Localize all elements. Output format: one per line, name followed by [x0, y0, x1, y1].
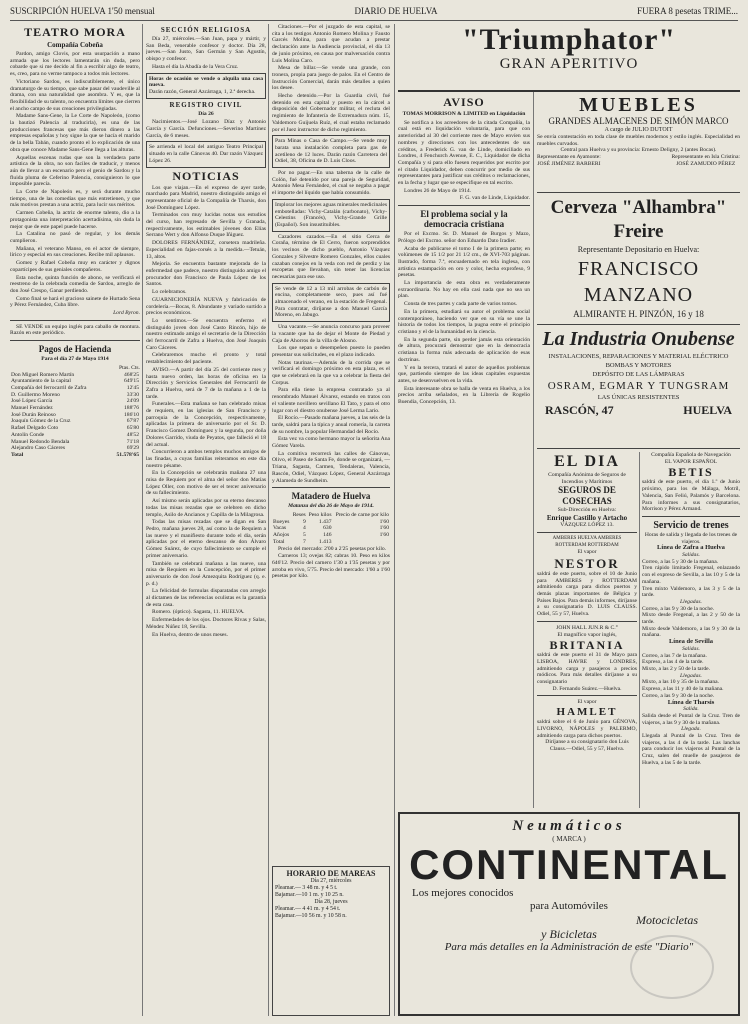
industria-line: OSRAM, EGMAR Y TUNGSRAM: [547, 380, 730, 392]
carbon-box: [272, 283, 390, 323]
paragraph: Funerales.—Esta mañana se han celebrado misas de requiem, en las iglesias de San Francisco y parroquia de la Concepción, respectivamente, aplicadas la primera de aniversario por el Sr. D. Francisco Gomez Domínguez y la segunda, por doña Dolores Garrido, viuda de Peyatos, que falleció el 18 del actual.: [146, 401, 266, 448]
signature: Lord Byron.: [113, 310, 140, 317]
payee: Rafael Delgado Coto: [11, 425, 59, 432]
col-header: Peso kilos: [308, 512, 332, 518]
payee: Antolín Conde: [11, 431, 45, 438]
table-row: [10, 405, 140, 412]
eldia-line: VÁZQUEZ LÓPEZ 13.: [560, 522, 614, 529]
eldia-line: Compañía Anónima de Seguros de Incendios y Marítimos: [548, 472, 626, 485]
amount: 69'29: [126, 445, 139, 452]
column-rule: [639, 452, 640, 808]
trenes-label: Salidas.: [682, 645, 700, 652]
amount: 188'76: [124, 405, 139, 412]
industria-line: INSTALACIONES, REPARACIONES Y MATERIAL ELÉCTRICO: [548, 353, 729, 360]
column-rule: [394, 24, 395, 1016]
hamlet-title: HAMLET: [556, 706, 618, 719]
shipping-column: [537, 452, 637, 808]
carbon-text: Se vende de 12 a 13 mil arrobas de carbón de encina, completamente seco, pues así fué almacenado el verano, en la estación de Fregenal. Para contratar, diríjanse a don Manuel García Moreno, en Jabugo.: [275, 285, 387, 319]
classified-note: SE VENDE un equipo inglés para caballo de montura. Razón en este periódico.: [10, 323, 140, 337]
problema-title: El problema social y la democracia cristiana: [420, 209, 508, 230]
amount: 71'18: [126, 438, 139, 445]
hacienda-title: Pagos de Hacienda: [38, 344, 112, 355]
muebles-line: Central para Huelva y su provincia: Ernesto Deligny, 2 (antes Bocas).: [560, 147, 717, 154]
table-header-row: [272, 512, 390, 519]
ink-stamp-mark: [630, 935, 714, 999]
industria-line: BOMBAS Y MOTORES: [605, 362, 672, 369]
neumaticos-line: y Bicicletas: [541, 927, 597, 941]
cerveza-ad: [537, 196, 740, 325]
paragraph: Gomez y Rafael Cobeña muy en carácter y dignos copartícipes de sus geniales compañeros.: [10, 260, 140, 273]
neumaticos-line: Motocicletas: [636, 913, 698, 927]
eldia-title: EL DIA: [554, 453, 620, 470]
nestor-text: saldrá de este puerto, sobre el 10 de Junio para AMBERES y ROTTERDAM admitiendo carga para dichos puertos y demás plazas importantes de Bélgica y Países Bajos. Para demás informes, diríjanse a su consignatario D. LUIS CLAUSS. Odiel, 55 y 57, Huelva.: [537, 570, 637, 618]
count: 4: [302, 525, 306, 532]
trenes-line-name: Línea de Tharsis: [667, 698, 715, 706]
paragraph: Una vacante.—Se anuncia concurso para proveer la vacante que ha de dejar el Monte de Piedad y Caja de Ahorros de la villa de Alosno.: [272, 324, 390, 344]
payee: Compañía del ferrocarril de Zafra: [11, 384, 87, 391]
paragraph: Londres 26 de Mayo de 1914.: [404, 187, 472, 194]
industria-title: La Industria Onubense: [542, 328, 735, 350]
paragraph: Carneros 13; ovejas 82; cabras 10. Peso en kilos 646'12. Precio del carnero 1'30 a 1'35 pesetas y por arroba en vivo, 5'75. Precio del mercado: 1'60 a 1'60 pesetas por kilo.: [272, 553, 390, 580]
paragraph: Romero. (óptico). Sagasta, 11. HUELVA.: [152, 609, 245, 616]
divider: [398, 205, 530, 206]
table-row: [10, 398, 140, 405]
paragraph: Como final se hará el gracioso sainete de Hurtado Sena y Pérez Fernández, Cuba libre.: [10, 295, 140, 309]
paragraph: Nacimientos.—José Lozano Díaz y Antonio García y García. Defunciones.—Severino Martínez García, de 6 meses.: [146, 119, 266, 139]
total-count: 7: [302, 538, 306, 545]
alquiler-text: Darán razón, General Azcárraga, 1, 2.ª derecha.: [149, 88, 256, 95]
seccion-title: SECCIÓN RELIGIOSA: [160, 26, 252, 34]
paragraph: La importancia de esta obra es verdaderamente extraordinaria. No hay en ella casi nada que no sea un plan.: [398, 280, 530, 300]
muebles-line: GRANDES ALMACENES DE SIMÓN MARCO: [548, 116, 729, 126]
paragraph: Enfermedades de los ojos. Doctores Rivas y Salas, Méndez Núñez 18, Sevilla.: [146, 617, 266, 630]
mareas-title: HORARIO DE MAREAS: [286, 869, 376, 878]
trenes-entry: Expreso, a las 4 de la tarde.: [642, 659, 704, 666]
paragraph: Todas las misas rezadas que se digan en San Pedro, mañana jueves 28, así como la de Requiem a las nueve y el manifiesto durante todo el día, serán aplicadas por el eterno descanso de don Álvaro Gómez Suárez, de cuyo fallecimiento se cumple el primer aniversario.: [146, 519, 266, 559]
paragraph: Mejoría. Se encuentra bastante mejorada de la enfermedad que padece, nuestro distinguido amigo el procurador don Francisco de Paula López de los Santos.: [146, 261, 266, 288]
table-row: [10, 385, 140, 392]
rep-name: JOSÉ JIMÉNEZ BARBERI: [537, 160, 601, 167]
total-label: Total: [273, 538, 285, 545]
hacienda-table: [10, 372, 140, 459]
page-header: [10, 6, 738, 21]
rep-label: Representante en Ayamonte:: [537, 154, 601, 161]
divider: [537, 532, 637, 533]
count: 5: [302, 532, 306, 539]
paragraph: Mesa de billar.—Se vende una grande, con tronera, propia para juego de palos. En el Centro de Instrucción Comercial, darán más detalles a quien los desee.: [272, 65, 390, 92]
paragraph: Carmen Cobeña, la actriz de enorme talento, dio a la protagonista una interpretación acertadísima, sin duda la mejor que de este papel puede hacerse.: [10, 210, 140, 230]
industria-ad: [537, 326, 740, 449]
triumphator-title: "Triumphator": [461, 24, 677, 56]
header-price: FUERA 8 pesetas TRIME...: [637, 6, 738, 16]
paragraph: Consta de tres partes y cada parte de varios tomos.: [404, 301, 518, 308]
cerveza-title: Cerveza "Alhambra" Freire: [550, 197, 727, 242]
aguas-box: [272, 199, 390, 232]
betis-title: BETIS: [668, 465, 714, 480]
neumaticos-line: para Automóviles: [530, 900, 608, 912]
cerveza-address: ALMIRANTE H. PINZÓN, 16 y 18: [573, 309, 704, 319]
aguas-text: Implorar los mejores aguas minerales medicinales embotelladas: Vichy-Catalán (carbonato), Vichy-Celestins (Francés), Vichy-Grande Grille (Español). Son insustituibles.: [275, 201, 387, 228]
mareas-box: [272, 866, 390, 1016]
trenes-label: Salidas.: [682, 552, 700, 559]
trenes-entry: Mixto, a las 10 y 35 de la mañana.: [642, 679, 720, 686]
triumphator-ad: [398, 24, 740, 92]
total-amount: 51.578'65: [116, 451, 139, 458]
industria-city: HUELVA: [683, 403, 732, 417]
kind: Bueyes: [273, 518, 290, 525]
matadero-table: [272, 512, 390, 546]
paragraph: DOLORES FERNÁNDEZ, corsetera madrileña. Especialidad en fajas-corsés a la medida.—Tetuán, 13, altos.: [146, 240, 266, 260]
industria-line: LAS ÚNICAS RESISTENTES: [597, 394, 680, 401]
kind: Vacas: [273, 525, 287, 532]
amount: 186'10: [124, 411, 139, 418]
trenes-entry: Correo, a las 5 y 30 de la mañana.: [642, 558, 719, 565]
aviso-title: AVISO: [443, 95, 485, 109]
trenes-entry: Mixto, a las 2 y 50 de la tarde.: [642, 665, 711, 672]
paragraph: Precio del mercado: 2'00 a 2'25 pesetas por kilo.: [278, 545, 387, 552]
divider: [272, 487, 390, 488]
payee: José Durán Reinoso: [11, 411, 56, 418]
hamlet-sub: El vapor: [577, 699, 597, 706]
paragraph: Pardon, amigo Clovis, por esta usurpación a mano armada que los lectores lamentarán sin duda, pero cobarde que si me decido al fin a escribir algo de teatro, es, creo, para no verme tampoco a todos mis lectores.: [10, 51, 140, 78]
amount: 468'25: [124, 371, 139, 378]
divider: [537, 695, 637, 696]
trenes-column: [642, 452, 740, 808]
teatro-subtitle: Compañía Cobeña: [47, 41, 103, 49]
table-row-total: [10, 452, 140, 459]
matadero-subtitle: Matanza del día 26 de Mayo de 1914.: [288, 503, 374, 510]
table-row: [272, 525, 390, 532]
alquiler-box: [146, 73, 266, 99]
trenes-label: Llegada.: [681, 726, 701, 733]
paragraph: Se notifica a los acreedores de la citada Compañía, la cual está en liquidación voluntaria, para que con anterioridad al 30 del corriente mes de Mayo envíen sus nombres y direcciones con los antecedentes de sus créditos, a Frederick G. van de Linde, domiciliado en Londres, 4 Fenchurch Avenue, E. C., Liquidador de dicha Compañía y si para ello fuesen requeridos por escrito por el citado Liquidador, deben concurrir por medio de sus representantes para justificar sus créditos o reclamaciones, en la fecha y lugar que se especifique en tal escrito.: [398, 119, 530, 187]
arrienda-box: [146, 141, 266, 167]
triumphator-subtitle: GRAN APERITIVO: [499, 56, 639, 72]
paragraph: También se celebrará mañana a las nueve, una misa de Requiem en la Concepción, por el primer aniversario de don José Amezquita Rodríguez (q. e. p. d.): [146, 560, 266, 587]
amount: 67'87: [126, 418, 139, 425]
trenes-note: Horas de salida y llegada de los trenes de viajeros.: [644, 531, 738, 545]
table-row: [10, 445, 140, 452]
britania-text: saldrá de este puerto el 31 de Mayo para LISBOA, HAVRE y LONDRES, admitiendo carga y pasajeros a precios módicos. Para más detalles diríjanse a su consignatario: [537, 652, 637, 686]
teatro-title: TEATRO MORA: [24, 25, 126, 39]
britania-title: BRITANIA: [549, 638, 625, 653]
betis-line: EL VAPOR ESPAÑOL: [664, 458, 718, 465]
divider: [10, 340, 140, 341]
eldia-line: Enrique Castillo y Artacho: [546, 514, 628, 523]
trenes-entry: Expreso, a las 11 y 40 de la mañana.: [642, 686, 724, 693]
table-row: [10, 378, 140, 385]
mareas-line: Bajamar.—10 1 m. y 10 25 n.: [275, 892, 344, 898]
total-label: Total: [11, 451, 24, 458]
trenes-entry: Correo, a las 9 y 30 de la noche.: [642, 692, 715, 699]
count: 9: [302, 518, 306, 525]
paragraph: Terminados con muy lucidas notas sus estudios del curso, han regresado de Sevilla y Granada, respectivamente, los estimables jóvenes don Elías Serrano Wert y don Alfonso Duque Iñiguez.: [146, 212, 266, 239]
amount: 65'80: [126, 425, 139, 432]
paragraph: Lo sentimos.—Se encuentra enfermo el distinguido joven don José Casto Rincón, hijo de nuestro estimado amigo el secretario de la Dirección del ferrocarril de Zafra a Huelva, don José Joaquín Caro Cáceres.: [146, 317, 266, 351]
column-avisos: [272, 24, 390, 862]
paragraph: Así mismo serán aplicadas por su eterno descanso todas las misas rezadas que se celebren en dicho templo, Asilo de Ancianos y Capilla de la Milagrosa.: [146, 498, 266, 518]
paragraph: AVISO.—A partir del día 25 del corriente mes y hasta nuevo orden, las horas de oficina en la Dirección y Servicios Generales del Ferrocarril de Zafra a Huelva, será de 7 de la mañana a 1 de la tarde.: [146, 366, 266, 400]
paragraph: Los que viajan.—En el expreso de ayer tarde, marchado para Madrid, nuestro distinguido amigo el representante oficial de la Compañía de Tharsis, don José Domínguez López.: [146, 184, 266, 211]
paragraph: Y en la tercera, tratará el autor de aquellos problemas que, partiendo siempre de las ideas capitales expuestas antes, se desenvuelven en la vida.: [398, 364, 530, 384]
trenes-label: Salida.: [683, 706, 699, 713]
neumaticos-line: Los mejores conocidos: [412, 887, 514, 899]
table-row: [10, 412, 140, 419]
betis-line: Compañía Española de Navegación: [651, 452, 731, 458]
paragraph: Celebraremos mucho el pronto y total restablecimiento del paciente.: [146, 352, 266, 366]
minas-text: Para Minas o Casa de Campo.—Se vende muy barata una instalación completa para gas de acetileno de 12 luces. Darán razón Carretera del Odiel, 38, Oficina de D. Luis Cloos.: [275, 138, 387, 165]
mareas-line: Pleamar.— 4 41 m. y 4 54 t.: [275, 906, 341, 912]
payee: Manuel Redondo Bendala: [11, 438, 70, 445]
paragraph: Lo celebramos.: [152, 289, 187, 296]
paragraph: Los que sepan o desempeñen puesto lo pueden presentar sus solicitudes, en el plazo indicado.: [272, 345, 390, 358]
trenes-entry: Llegada al Puntal de la Cruz. Tren de viajeros, a las 4 de la tarde. Las lanchas para conducir los viajeros al Puntal de la Cruz, salen del muelle de pasajeros de Huelva, a las 5 de la tarde.: [642, 733, 740, 766]
table-row: [10, 432, 140, 439]
nestor-top: AMBERES HUELVA AMBERES ROTTERDAM ROTTERDAM: [552, 535, 622, 548]
divider: [537, 621, 637, 622]
mareas-line: Pleamar.— 3 48 m. y 4 5 t.: [275, 885, 338, 891]
betis-text: saldrá de este puerto, el día 1.º de Junio próximo, para los de Málaga, Motril, Valencia, San Feliú, Palamós y Barcelona. Para informes a sus consignatarios, Morrison y Pérez Armand.: [642, 479, 740, 513]
paragraph: Esta vez va como hermano mayor la señorita Ana Gómez Varela.: [272, 436, 390, 450]
price: 1'60: [379, 532, 389, 539]
paragraph: Esta interesante obra se halla de venta en Huelva, a los precios arriba señalados, en la Librería de Rogelio Buendía, Concepción, 13.: [398, 385, 530, 406]
col-header: Precio de carne por kilo: [335, 512, 389, 518]
paragraph: Hasta el día la Abadía de la Vera Cruz.: [152, 63, 239, 70]
column-rule: [533, 92, 534, 808]
aviso-signature: F. G. van de Linde, Liquidador.: [459, 195, 530, 202]
paragraph: El Rocío.—Pasado mañana jueves, a las seis de la tarde, saldrá para la típica y anual romería, la carreta de su nombre, la popular Hermandad del Rocío.: [272, 415, 390, 435]
neumaticos-line: Para más detalles en la Administración de este "Diario": [444, 941, 694, 953]
aviso-company: TOMAS MORRISON & LIMITED en Liquidación: [402, 111, 526, 117]
trenes-entry: Salida desde el Puntal de la Cruz. Tren de viajeros, a las 9 y 30 de la mañana.: [642, 712, 740, 726]
cerveza-line: Representante Depositario en Huelva:: [577, 245, 700, 254]
paragraph: Para ella tiene la empresa contratado ya al renombrado Manuel Álvarez, estando en tratos con el valiente novillero sevillano El Tato, y para el otro lugar con el diestro onubense José Lerma Lario.: [272, 387, 390, 414]
paragraph: La felicidad de formulas disparatadas con arreglo al dictamen de las referencias oculistas es la garantía de esta casa.: [146, 588, 266, 608]
britania-sub: El magnífico vapor inglés,: [557, 631, 617, 638]
column-rule: [142, 24, 143, 1016]
muebles-line: A cargo de JULIO DUTOIT: [604, 127, 673, 133]
total-kilos: 1.413: [318, 538, 332, 545]
trenes-title: Servicio de trenes: [653, 519, 729, 531]
paragraph: GUARNICIONERÍA NUEVA y fabricación de cordelería.—Bocas, 8. Abundante y variado surtido a precios económicos.: [146, 296, 266, 317]
trenes-entry: Tren mixto Valdemoro, a las 3 y 5 de la tarde.: [642, 585, 740, 599]
trenes-entry: Mixto desde Fregenal, a las 2 y 50 de la tarde.: [642, 612, 740, 626]
payee: Ayuntamiento de la capital: [11, 378, 71, 385]
trenes-line-name: Línea de Zafra a Huelva: [657, 544, 725, 552]
column-teatro: [10, 24, 140, 1016]
payee: José López García: [11, 398, 53, 405]
neumaticos-brand: CONTINENTAL: [409, 841, 729, 888]
table-row: [10, 425, 140, 432]
paragraph: Acaba de publicarse el tomo I de la primera parte; en volúmenes de 15 1/2 por 21 1/2 cm., de XVI-703 páginas. Ilustrado, forma 7.ª, encuadernado en tela inglesa, con artística estampación en oro y color, hecha exprofeso, 9 pesetas.: [398, 245, 530, 279]
hamlet-agent: Diríjanse a su consignatario don Luis Clauss.—Odiel, 55 y 57, Huelva.: [545, 739, 629, 752]
table-row: [10, 372, 140, 379]
amount: 33'30: [126, 391, 139, 398]
paragraph: Mañana, el veterano Manso, en el actor de siempre, lírico y especial en sus creaciones. Recibe mil aplausos.: [10, 245, 140, 259]
paragraph: Por no pagar.—En una taberna de la calle de Colón, fué detenido por una pareja de Seguridad, Antonio Mesa Fernández, el cual se negaba a pagar el importe del líquido que había consumido.: [272, 170, 390, 197]
kind: Añojos: [273, 532, 290, 539]
table-row: [272, 519, 390, 526]
payee: Manuel Fernández: [11, 405, 53, 412]
noticias-title: NOTICIAS: [172, 168, 240, 183]
trenes-entry: Correo, a las 7 de la mañana.: [642, 652, 707, 659]
paragraph: En la primera, estudiará su autor el problema social contemporáneo, haciendo ver que en su vía se une la historia de todos los tiempos, la pugna entre el principio cristiano y el de la humanidad en la ciencia.: [398, 308, 530, 335]
mareas-subtitle: Día 28, jueves: [314, 899, 348, 905]
trenes-entry: Correo, a las 9 y 30 de la noche.: [642, 605, 715, 612]
hacienda-subtitle: Para el día 27 de Mayo 1914: [41, 356, 109, 363]
paragraph: Notas taurinas.—Además de la corrida que se verificará el domingo próximo en esta plaza, es el que se celebrará en la que va a celebrar la fiesta del Corpus.: [272, 359, 390, 386]
minas-box: [272, 135, 390, 168]
amount: 12'45: [126, 384, 139, 391]
mareas-subtitle: Día 27, miércoles: [310, 878, 352, 884]
paragraph: Esta noche, quinta función de abono, se verificará el reestreno de la celebrada comedia de Sardou, arreglo de don José Crespo, Ganar perdiendo.: [10, 274, 140, 294]
industria-street: RASCÓN, 47: [545, 403, 614, 417]
table-row: [272, 532, 390, 539]
muebles-title: MUEBLES: [579, 94, 698, 116]
paragraph: Citaciones.—Por el juzgado de esta capital, se cita a los testigos Antonio Romero Molina y Fausto Garcés Molina, para que acudan a prestar declaración ante la Audiencia provincial, el día 13 de junio próximo, en causa por malversación contra Luis Molina Caro.: [272, 24, 390, 64]
rep-name: JOSÉ ZAMUDIO PÉREZ: [676, 160, 736, 167]
trenes-label: Llegadas.: [680, 672, 702, 679]
paragraph: Cazadores cazados.—En el sitio Cerca de Coraña, término de El Cerro, fueron sorprendidos los vecinos de dicho pueblo, Antonio Vázquez Gonzales y Silvestre Romero Gonzales, ellos cuales cazaban conejos en la veda con red de perdiz y las escopetas que llevaban, sin tener las licencias necesarias para ese uso.: [272, 233, 390, 280]
paragraph: La Catalina no pasó de regular, y los demás cumplieron.: [10, 231, 140, 244]
payee: D. Guillermo Moreno: [11, 391, 60, 398]
payee: Don Miguel Romero Martín: [11, 371, 75, 378]
britania-agent: D. Fernando Suárez.—Huelva.: [552, 685, 622, 692]
muebles-line: Se envía contestación en toda clase de muebles modernos y estilo inglés. Especialidad en muebles curvados.: [537, 134, 740, 147]
paragraph: La Corte de Napoleón es, y será durante mucho tiempo, una de las comedias que más entretienen, y que más motivos prestan a una actriz, para lucir sus méritos.: [10, 189, 140, 209]
alquiler-title: Horas de ocasión se vende o alquila una casa nueva.: [149, 75, 263, 89]
amount: 48'52: [126, 431, 139, 438]
kilos: 1.437: [318, 518, 332, 525]
arrienda-text: Se arrienda el local del antiguo Teatro Principal situado en la calle Cánovas 40. Dar razón Vázquez López 26.: [149, 144, 263, 164]
neumaticos-marca: ( MARCA ): [552, 835, 586, 843]
registro-sub: Día 26: [198, 110, 214, 117]
payee: Alejandro Caso Cáceres: [11, 445, 66, 452]
paragraph: Aquellas escenas rudas que son la verdadera parte artística de la obra, no son faciles de traducir, y menos aún de llevar a un escenario pero el genio de Sardou y la fluida pluma de Ceferino Palencia, consiguieron lo que imposible parecía.: [10, 154, 140, 188]
table-row-total: [272, 539, 390, 546]
paragraph: En la Concepción se celebrarán mañana 27 una misa de Requiem por el alma del señor don Matías López Oller, con motivo de ser el tercer aniversario de su fallecimiento.: [146, 470, 266, 497]
paragraph: Por el Excmo. Sr. D. Manuel de Burgos y Mazo, Prólogo del Excmo. señor don Eduardo Dato Iradier.: [398, 231, 530, 244]
eldia-line: SEGUROS DE COSECHAS: [558, 485, 616, 507]
eldia-line: Sub-Dirección en Huelva:: [557, 507, 617, 514]
muebles-ad: [537, 94, 740, 193]
registro-title: REGISTRO CIVIL: [169, 100, 243, 109]
payee: Joaquín Gómez de la Cruz: [11, 418, 71, 425]
neumaticos-title: Neumáticos: [512, 818, 626, 834]
price: 1'60: [379, 525, 389, 532]
header-subscription: SUSCRIPCIÓN HUELVA 1'50 mensual: [10, 6, 155, 16]
column-aviso: [398, 94, 530, 808]
trenes-entry: Tren rápido limitado Fregenal, enlazando con el expreso de Sevilla, a las 10 y 5 de la mañana.: [642, 565, 740, 585]
hamlet-text: saldrá sobre el 6 de Junio para GÉNOVA, LIVORNO, NÁPOLES y PALERMO, admitiendo carga para dichos puertos.: [537, 719, 637, 739]
amount: 24'09: [126, 398, 139, 405]
paragraph: Madame Sans-Gene, la Le Corte de Napoleón, (como la bautizó Palencia al traducirla), es una de las producciones francesas que más dieron dinero a las empresas españolas y hoy sigue la que se hacía el marido de la bella Tabán, cuando pronto el lo explicación de una obra que conoce Madame Sans-Gene llega a las alturas.: [10, 113, 140, 153]
mareas-line: Bajamar.—10 56 m. y 10 58 n.: [275, 913, 347, 919]
nestor-title: NESTOR: [554, 555, 620, 571]
paragraph: Concurrieron a ambos templos muchos amigos de las finadas, a cuyas familias reiteramos en este día nuestro pésame.: [146, 449, 266, 469]
matadero-title: Matadero de Huelva: [291, 491, 371, 502]
col-header: Reses: [292, 512, 306, 518]
table-row: [10, 439, 140, 446]
trenes-entry: Mixto desde Valdemoro, a las 9 y 30 de la mañana.: [642, 625, 740, 639]
amount: 649'15: [124, 378, 139, 385]
hacienda-unit: Ptas. Cts.: [119, 364, 140, 371]
cerveza-name: FRANCISCO MANZANO: [577, 258, 700, 306]
header-masthead: DIARIO DE HUELVA: [354, 6, 438, 16]
paragraph: Día 27, miércoles.—San Juan, papa y mártir, y San Beda, venerable confesor y doctor. Día 28, jueves.—San Justo, San Germán y San Agustín, obispo y confesor.: [146, 36, 266, 63]
paragraph: Hecho detenido.—Por la Guardia civil, fué detenido en esta capital y puesto en la cárcel a disposición del Gobernador militar, el recluta del regimiento de Infantería de Extremadura núm. 15, Valdemoro Guijuela Ruíz, el cual estaba reclamado por el Juez instructor de dicho regimiento.: [272, 93, 390, 133]
nestor-sub: El vapor: [577, 549, 597, 556]
column-noticias: [146, 24, 266, 1016]
muebles-reps: [537, 154, 740, 167]
paragraph: Victoriano Sardou, es indiscutiblemente, el único dramaturgo de su tiempo, que sabe pasar del vaudeville al drama, con una naturalidad que asombra. Y es, que la flexibilidad de su talento, no encuentra límites que cierren el ancho campo de sus creaciones privilegiadas.: [10, 78, 140, 112]
kilos: 146: [323, 532, 332, 539]
paragraph: En la segunda parte, sin perder jamás esta orientación de altura, procurará demostrar que en la democracia cristiana la forma más adecuada de aplicación de esas doctrinas.: [398, 336, 530, 363]
price: 1'60: [379, 518, 389, 525]
industria-line: DEPÓSITO DE LAS LÁMPARAS: [592, 371, 685, 378]
column-rule: [268, 24, 269, 1016]
rep-label: Representante en Isla Cristina:: [671, 154, 740, 161]
divider: [642, 516, 740, 517]
trenes-label: Llegadas.: [680, 598, 702, 605]
britania-top: JOHN HALL JUN.R & C.°: [556, 624, 618, 631]
table-row: [10, 392, 140, 399]
trenes-line-name: Línea de Sevilla: [668, 638, 714, 646]
paragraph: La comitiva recorrerá las calles de Cánovas, Olivo, el Paseo de Santa Fe, donde se organizará, —Triana, Sagasta, Carmen, Tendaleras, Valencia, Rascón, Odiel, Vázquez López, General Azcárraga y Alameda de Sundheim.: [272, 450, 390, 484]
kilos: 630: [323, 525, 332, 532]
industria-address: [537, 402, 740, 418]
paragraph: En Huelva, dentro de unos meses.: [152, 631, 228, 638]
divider: [10, 320, 140, 321]
